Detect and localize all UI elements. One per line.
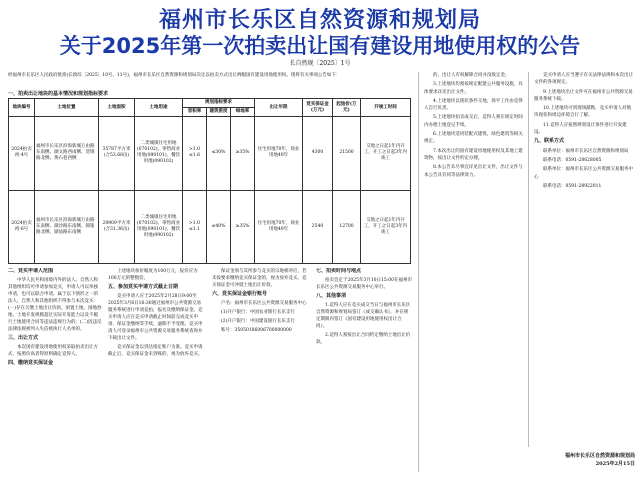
header-deposit: 竞买保证金(万元) bbox=[303, 99, 333, 117]
paragraph: 5.上述地块拍卖成交后，竞得人须在规定时间内办理土地登记手续。 bbox=[424, 115, 523, 128]
cell-start-price: 21500 bbox=[333, 117, 361, 191]
cell-use: 二类城镇住宅用地(070102)、零售商业用地(090101)、餐饮用地(090102) bbox=[135, 117, 183, 191]
cell-dev: 交地之日起1年内开工，开工之日起3年内竣工 bbox=[361, 117, 411, 191]
header-green: 绿地率 bbox=[231, 108, 255, 117]
section-heading: 七、拍卖时间与地点 bbox=[316, 268, 362, 274]
cell-location: 福州市长乐区滨海新城万由路东南侧、湖沙路东南侧、锦银路北侧、湖汕路东南侧 bbox=[35, 190, 99, 264]
paragraph: 本次国有建设用地使用权采取拍卖出让方式，按照价高者得原则确定竞得人。 bbox=[8, 345, 98, 357]
header-area: 土地面积 bbox=[99, 99, 135, 117]
announcement-title-line1: 福州市长乐区自然资源和规划局 bbox=[158, 8, 481, 33]
section-heading: 五、参加竞买申请方式截止日期 bbox=[108, 284, 179, 290]
paragraph: 联系单位：福州市长乐区自然资源和规划局 bbox=[543, 148, 629, 154]
cell-deposit: 4300 bbox=[303, 117, 333, 191]
cell-density: ≤40% bbox=[207, 190, 231, 264]
section-heading: 二、竞买申请人范围 bbox=[8, 268, 54, 274]
text-column-1 bbox=[8, 268, 102, 473]
section-heading: 六、竞买保证金银行账号 bbox=[212, 291, 268, 297]
cell-parcel-no: 2024拍卖初-4号 bbox=[9, 117, 35, 191]
paragraph: 11.竞得人应按照规划设计条件进行开发建设。 bbox=[534, 122, 627, 136]
paragraph: 3.上述地块均须按规定配建公共服务设施，具体要求详见出让文件。 bbox=[424, 82, 523, 95]
column-divider bbox=[528, 72, 529, 447]
cell-dev: 交地之日起1年内开工，开工之日起3年内竣工 bbox=[361, 190, 411, 264]
paragraph: 的，出让人有权解除合同并没收定金。 bbox=[433, 73, 510, 78]
section-heading: 三、出让方式 bbox=[8, 335, 39, 341]
cell-green: ≥35% bbox=[231, 117, 255, 191]
cell-area: 35787平方米(合53.68亩) bbox=[99, 117, 135, 191]
text-column-5 bbox=[424, 72, 524, 472]
paragraph: 户名：福州市长乐区公共资源交易服务中心 bbox=[221, 301, 307, 306]
paragraph: 4.上述地块以现状条件交地，场平工作由竞得人自行负责。 bbox=[424, 98, 523, 112]
intro-paragraph: 经福州市长乐区人民政府批准(长政综〔2025〕10号、11号)，福州市长乐区自然资源和规划局决定以拍卖方式出让两幅国有建设用地使用权。现将有关事项公告如下： bbox=[8, 73, 341, 78]
header-far: 容积率 bbox=[183, 108, 207, 117]
land-parcel-table bbox=[8, 98, 411, 264]
paragraph: 竞买保证金以到达指定账户为准。竞买申请截止后，竞买保证金未到账的，视为放弃竞买。 bbox=[108, 345, 203, 357]
header-use: 土地用途 bbox=[135, 99, 183, 117]
cell-far: >1.0 ≤1.1 bbox=[183, 190, 207, 264]
cell-parcel-no: 2024拍卖初-6号 bbox=[9, 190, 35, 264]
header-term: 出让年限 bbox=[255, 99, 303, 117]
paragraph: 保证金须与其所参与竞买的宗地相对应，若未按要求缴纳竞买保证金的，视为放弃竞买。竞买保证金可冲抵土地出让价款。 bbox=[212, 269, 307, 288]
paragraph: 竞买申请人应于2025年2月28日9:00至2025年3月6日16:30通过福州市公共资源交易服务系统进行申请竞拍，报名及缴纳保证金。竞买申请人应在竞买申请截止时间前完成竞买申请、保证金缴纳等手续，逾期不予受理。竞买申请人可登录福州市公共资源交易服务系统查询并下载出让文件。 bbox=[108, 294, 203, 341]
paragraph: 6.上述地块适用装配式建筑、绿色建筑等相关规定。 bbox=[424, 132, 523, 145]
text-column-2 bbox=[108, 268, 204, 473]
header-location: 土地位置 bbox=[35, 99, 99, 117]
header-parcel-no: 地块编号 bbox=[9, 99, 35, 117]
header-dev: 开竣工时间 bbox=[361, 99, 411, 117]
signature-org: 福州市长乐区自然资源和规划局 bbox=[564, 453, 635, 459]
document-number: 长自然规〔2025〕1号 bbox=[289, 60, 351, 67]
paragraph: (1)开户银行：中国农业银行长乐支行 bbox=[221, 310, 295, 315]
signature-date: 2025年2月15日 bbox=[595, 461, 635, 467]
cell-use: 二类城镇住宅用地(070102)、零售商业用地(090101)、餐饮用地(090102) bbox=[135, 190, 183, 264]
text-column-4 bbox=[316, 268, 412, 473]
paragraph: 竞买申请人应当遵守有关法律法规和本次出让文件的各项规定。 bbox=[534, 73, 633, 86]
cell-location: 福州市长乐区滨海新城万由路东南侧、湖文路西南侧、贺锦路北侧、黄石巷西侧 bbox=[35, 117, 99, 191]
announcement-title-line2: 关于2025年第一次拍卖出让国有建设用地使用权的公告 bbox=[59, 34, 581, 58]
text-column-6 bbox=[534, 72, 634, 450]
cell-start-price: 12700 bbox=[333, 190, 361, 264]
section-heading: 八、其他事项 bbox=[316, 293, 347, 299]
table-header-row bbox=[9, 99, 411, 108]
paragraph: 9.上述地块出让文件可在福州市公共资源交易服务系统下载。 bbox=[534, 89, 633, 102]
paragraph: (2)开户银行：中国建设银行长乐支行 bbox=[221, 319, 295, 324]
section-heading: 四、缴纳竞买保证金 bbox=[8, 360, 54, 366]
table-row bbox=[9, 117, 411, 191]
paragraph: 拍卖会定于2025年3月10日15:00在福州市长乐区公共资源交易服务中心举行。 bbox=[316, 278, 412, 290]
cell-term: 住宅用地70年，商业用地40年 bbox=[255, 117, 303, 191]
paragraph: 联系电话：0591-28628005 bbox=[543, 157, 602, 163]
section1-heading: 一、拍卖出让地块的基本情况和规划指标要求 bbox=[8, 91, 109, 97]
paragraph: 2.竞得人须按出让合同约定缴纳土地出让价款。 bbox=[316, 333, 411, 345]
paragraph: 联系电话：0591-28922011 bbox=[543, 183, 602, 189]
paragraph: 中华人民共和国境内外的法人、自然人和其他组织均可申请参加竞买，申请人可以单独申请，也可以联合申请。属于以下情形之一的法人、自然人和其他组织不得参与本次竞买：(一)存在欠缴土地出让价款、闲置土地、囤地炒地、土地开发规模超过实际开发能力以及不履行土地使用合同等违法违规行为的；(二)因违反法律法规被列入失信被执行人名单的。 bbox=[8, 278, 102, 332]
paragraph: 1.竞得人应在竞买成交当日与福州市长乐区自然资源和规划局签订《成交确认书》，并在规定期限内签订《国有建设用地使用权出让合同》。 bbox=[316, 303, 411, 329]
section-heading: 九、联系方式 bbox=[534, 138, 565, 145]
cell-deposit: 2540 bbox=[303, 190, 333, 264]
header-start-price: 起始价(万元) bbox=[333, 99, 361, 117]
cell-far: >1.0 ≤1.6 bbox=[183, 117, 207, 191]
paragraph: 10.上述地块可到现场踏勘，竞买申请人对地块现状和周边环境自行了解。 bbox=[534, 106, 632, 119]
signature-block bbox=[515, 452, 635, 468]
header-density: 建筑密度 bbox=[207, 108, 231, 117]
table-row bbox=[9, 190, 411, 264]
cell-term: 住宅用地70年，商业用地40年 bbox=[255, 190, 303, 264]
header-planning: 规划指标要求 bbox=[183, 99, 255, 108]
text-column-3 bbox=[212, 268, 308, 473]
paragraph: 上述地块加价幅度为100万元，报价应为100万元的整数倍。 bbox=[108, 269, 198, 281]
cell-density: ≤30% bbox=[207, 117, 231, 191]
cell-area: 20909平方米(合31.36亩) bbox=[99, 190, 135, 264]
column-divider bbox=[418, 72, 419, 472]
paragraph: 联系单位：福州市长乐区公共资源交易服务中心 bbox=[534, 167, 633, 180]
paragraph: 账号：35050186006700000000 bbox=[221, 328, 292, 333]
cell-green: ≥35% bbox=[231, 190, 255, 264]
paragraph: 8.本公告未尽事宜详见出让文件，出让文件与本公告具有同等法律效力。 bbox=[424, 165, 523, 178]
paragraph: 7.本次出让的国有建设用地使用权及其地上建筑物，按出让文件约定办理。 bbox=[424, 148, 523, 161]
